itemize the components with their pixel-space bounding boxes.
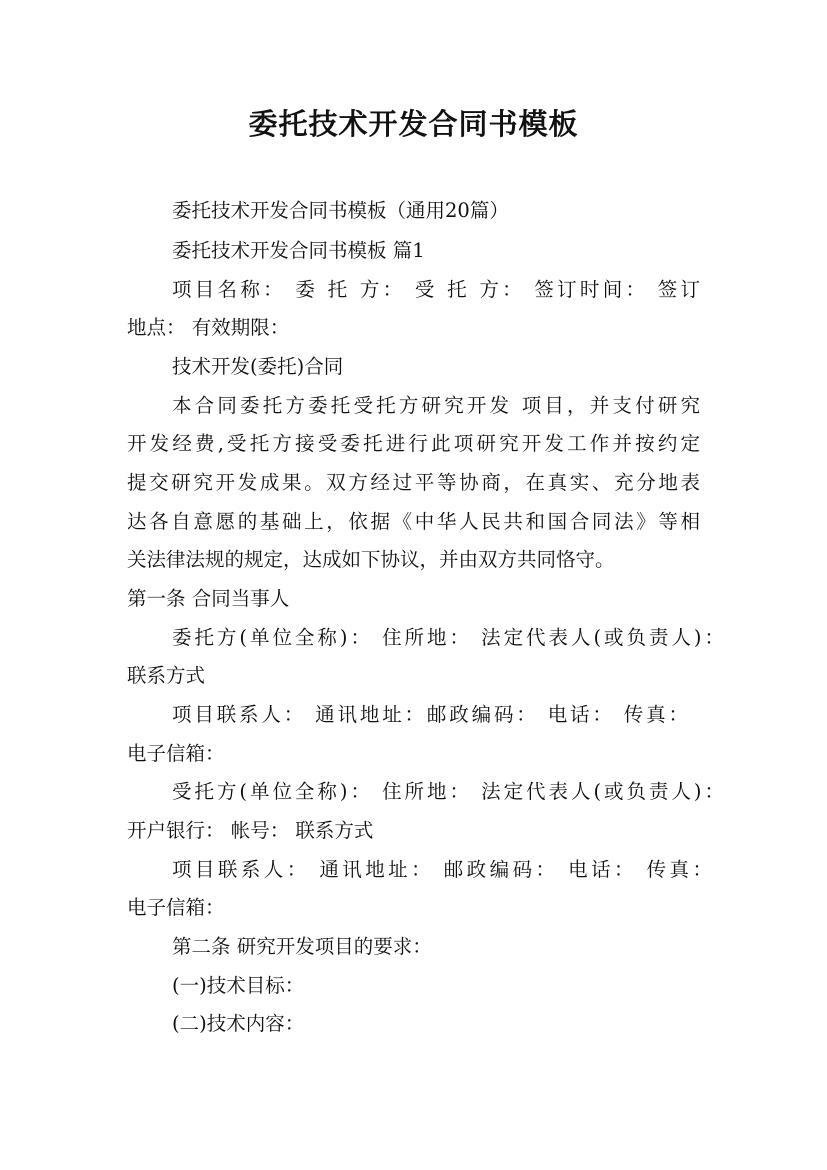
document-title: 委托技术开发合同书模板 bbox=[248, 107, 579, 141]
paragraph-line: 地点： 有效期限： bbox=[127, 316, 290, 339]
subtitle-line: 委托技术开发合同书模板（通用20篇） bbox=[172, 199, 509, 222]
paragraph-line: (一)技术目标： bbox=[172, 974, 305, 997]
paragraph-line: 技术开发(委托)合同 bbox=[172, 355, 344, 378]
paragraph-line: 委托方(单位全称)： 住所地： 法定代表人(或负责人)： bbox=[172, 626, 724, 649]
paragraph-line: 开发经费,受托方接受委托进行此项研究开发工作并按约定 bbox=[127, 432, 700, 455]
paragraph-line: 关法律法规的规定，达成如下协议，并由双方共同恪守。 bbox=[127, 548, 615, 571]
paragraph-line: 本合同委托方委托受托方研究开发 项目，并支付研究 bbox=[172, 394, 700, 417]
paragraph-line: 提交研究开发成果。双方经过平等协商，在真实、充分地表 bbox=[127, 471, 700, 494]
paragraph-line: 受托方(单位全称)： 住所地： 法定代表人(或负责人)： bbox=[172, 780, 724, 803]
article-heading: 第一条 合同当事人 bbox=[127, 587, 290, 610]
article-heading: 第二条 研究开发项目的要求： bbox=[172, 935, 432, 958]
paragraph-line: 联系方式 bbox=[127, 664, 206, 687]
paragraph-line: (二)技术内容： bbox=[172, 1012, 305, 1035]
paragraph-line: 项目联系人： 通讯地址： 邮政编码： 电话： 传真： bbox=[172, 858, 712, 881]
section-heading: 委托技术开发合同书模板 篇1 bbox=[172, 239, 425, 262]
paragraph-line: 开户银行： 帐号： 联系方式 bbox=[127, 819, 374, 842]
paragraph-line: 电子信箱： bbox=[127, 742, 225, 765]
paragraph-line: 达各自意愿的基础上，依据《中华人民共和国合同法》等相 bbox=[127, 510, 700, 533]
paragraph-line: 项目名称： 委 托 方： 受 托 方： 签订时间： 签订 bbox=[172, 278, 700, 301]
paragraph-line: 项目联系人： 通讯地址：邮政编码： 电话： 传真： bbox=[172, 703, 688, 726]
paragraph-line: 电子信箱： bbox=[127, 896, 225, 919]
